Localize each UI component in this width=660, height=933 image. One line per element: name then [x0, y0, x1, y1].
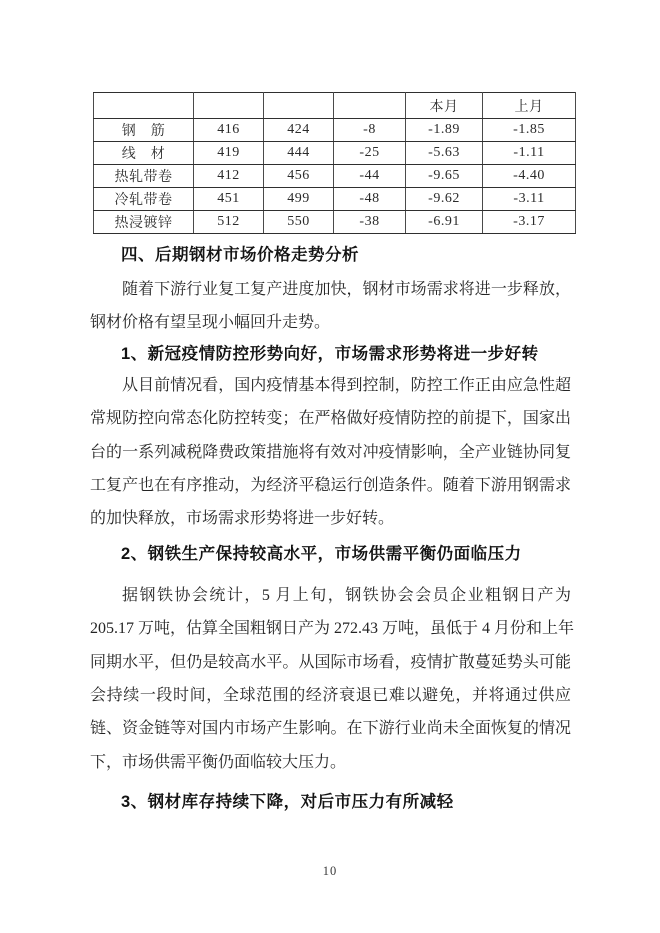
cell: -1.85	[483, 119, 576, 142]
paragraph-line: 台的一系列减税降费政策措施将有效对冲疫情影响，全产业链协同复	[90, 443, 571, 461]
document-body	[90, 232, 575, 812]
cell: -1.89	[406, 119, 483, 142]
cell: 499	[264, 188, 334, 211]
table-row	[94, 119, 576, 142]
cell: 416	[194, 119, 264, 142]
cell: 424	[264, 119, 334, 142]
cell: -5.63	[406, 142, 483, 165]
cell: 419	[194, 142, 264, 165]
subsection-heading-3: 3、钢材库存持续下降，对后市压力有所减轻	[121, 793, 454, 812]
cell: -38	[334, 211, 406, 234]
cell: -1.11	[483, 142, 576, 165]
section-heading: 四、后期钢材市场价格走势分析	[121, 246, 359, 264]
cell: 550	[264, 211, 334, 234]
table-row	[94, 142, 576, 165]
cell: -4.40	[483, 165, 576, 188]
cell: 412	[194, 165, 264, 188]
cell: 456	[264, 165, 334, 188]
paragraph	[90, 579, 575, 779]
paragraph-line: 据钢铁协会统计，5 月上旬，钢铁协会会员企业粗钢日产为	[122, 586, 571, 604]
subsection-heading-1: 1、新冠疫情防控形势向好，市场需求形势将进一步好转	[121, 344, 539, 363]
paragraph-line: 205.17 万吨，估算全国粗钢日产为 272.43 万吨，虽低于 4 月份和上年	[90, 620, 575, 638]
steel-price-table	[93, 92, 576, 234]
header-cell-last-month: 上月	[483, 93, 576, 119]
paragraph-line: 随着下游行业复工复产进度加快，钢材市场需求将进一步释放，	[122, 281, 571, 298]
header-cell	[334, 93, 406, 119]
cell: 451	[194, 188, 264, 211]
table-header-row	[94, 93, 576, 119]
paragraph-line: 的加快释放，市场需求形势将进一步好转。	[90, 510, 395, 528]
paragraph-line: 从目前情况看，国内疫情基本得到控制，防控工作正由应急性超	[122, 376, 571, 394]
paragraph	[90, 273, 571, 340]
cell: -48	[334, 188, 406, 211]
paragraph-line: 工复产也在有序推动，为经济平稳运行创造条件。随着下游用钢需求	[90, 477, 571, 495]
subsection-heading-2: 2、钢铁生产保持较高水平，市场供需平衡仍面临压力	[121, 544, 522, 563]
row-label: 线 材	[94, 142, 194, 165]
paragraph-line: 钢材价格有望呈现小幅回升走势。	[90, 314, 331, 332]
header-cell	[194, 93, 264, 119]
paragraph	[90, 369, 571, 536]
paragraph-line: 下，市场供需平衡仍面临较大压力。	[90, 753, 347, 771]
cell: -9.65	[406, 165, 483, 188]
header-cell	[94, 93, 194, 119]
paragraph-line: 同期水平，但仍是较高水平。从国际市场看，疫情扩散蔓延势头可能	[90, 653, 571, 671]
row-label: 钢 筋	[94, 119, 194, 142]
page-number: 10	[322, 864, 338, 878]
header-cell	[264, 93, 334, 119]
paragraph-line: 常规防控向常态化防控转变；在严格做好疫情防控的前提下，国家出	[90, 410, 571, 428]
table-row	[94, 211, 576, 234]
cell: -25	[334, 142, 406, 165]
table-row	[94, 165, 576, 188]
row-label: 热浸镀锌	[94, 211, 194, 234]
row-label: 热轧带卷	[94, 165, 194, 188]
row-label: 冷轧带卷	[94, 188, 194, 211]
cell: -3.11	[483, 188, 576, 211]
cell: -9.62	[406, 188, 483, 211]
cell: -6.91	[406, 211, 483, 234]
cell: -3.17	[483, 211, 576, 234]
table-row	[94, 188, 576, 211]
paragraph-line: 会持续一段时间，全球范围的经济衰退已难以避免，并将通过供应	[90, 687, 571, 705]
paragraph-line: 链、资金链等对国内市场产生影响。在下游行业尚未全面恢复的情况	[90, 720, 571, 738]
cell: 512	[194, 211, 264, 234]
cell: -8	[334, 119, 406, 142]
cell: -44	[334, 165, 406, 188]
cell: 444	[264, 142, 334, 165]
header-cell-current-month: 本月	[406, 93, 483, 119]
